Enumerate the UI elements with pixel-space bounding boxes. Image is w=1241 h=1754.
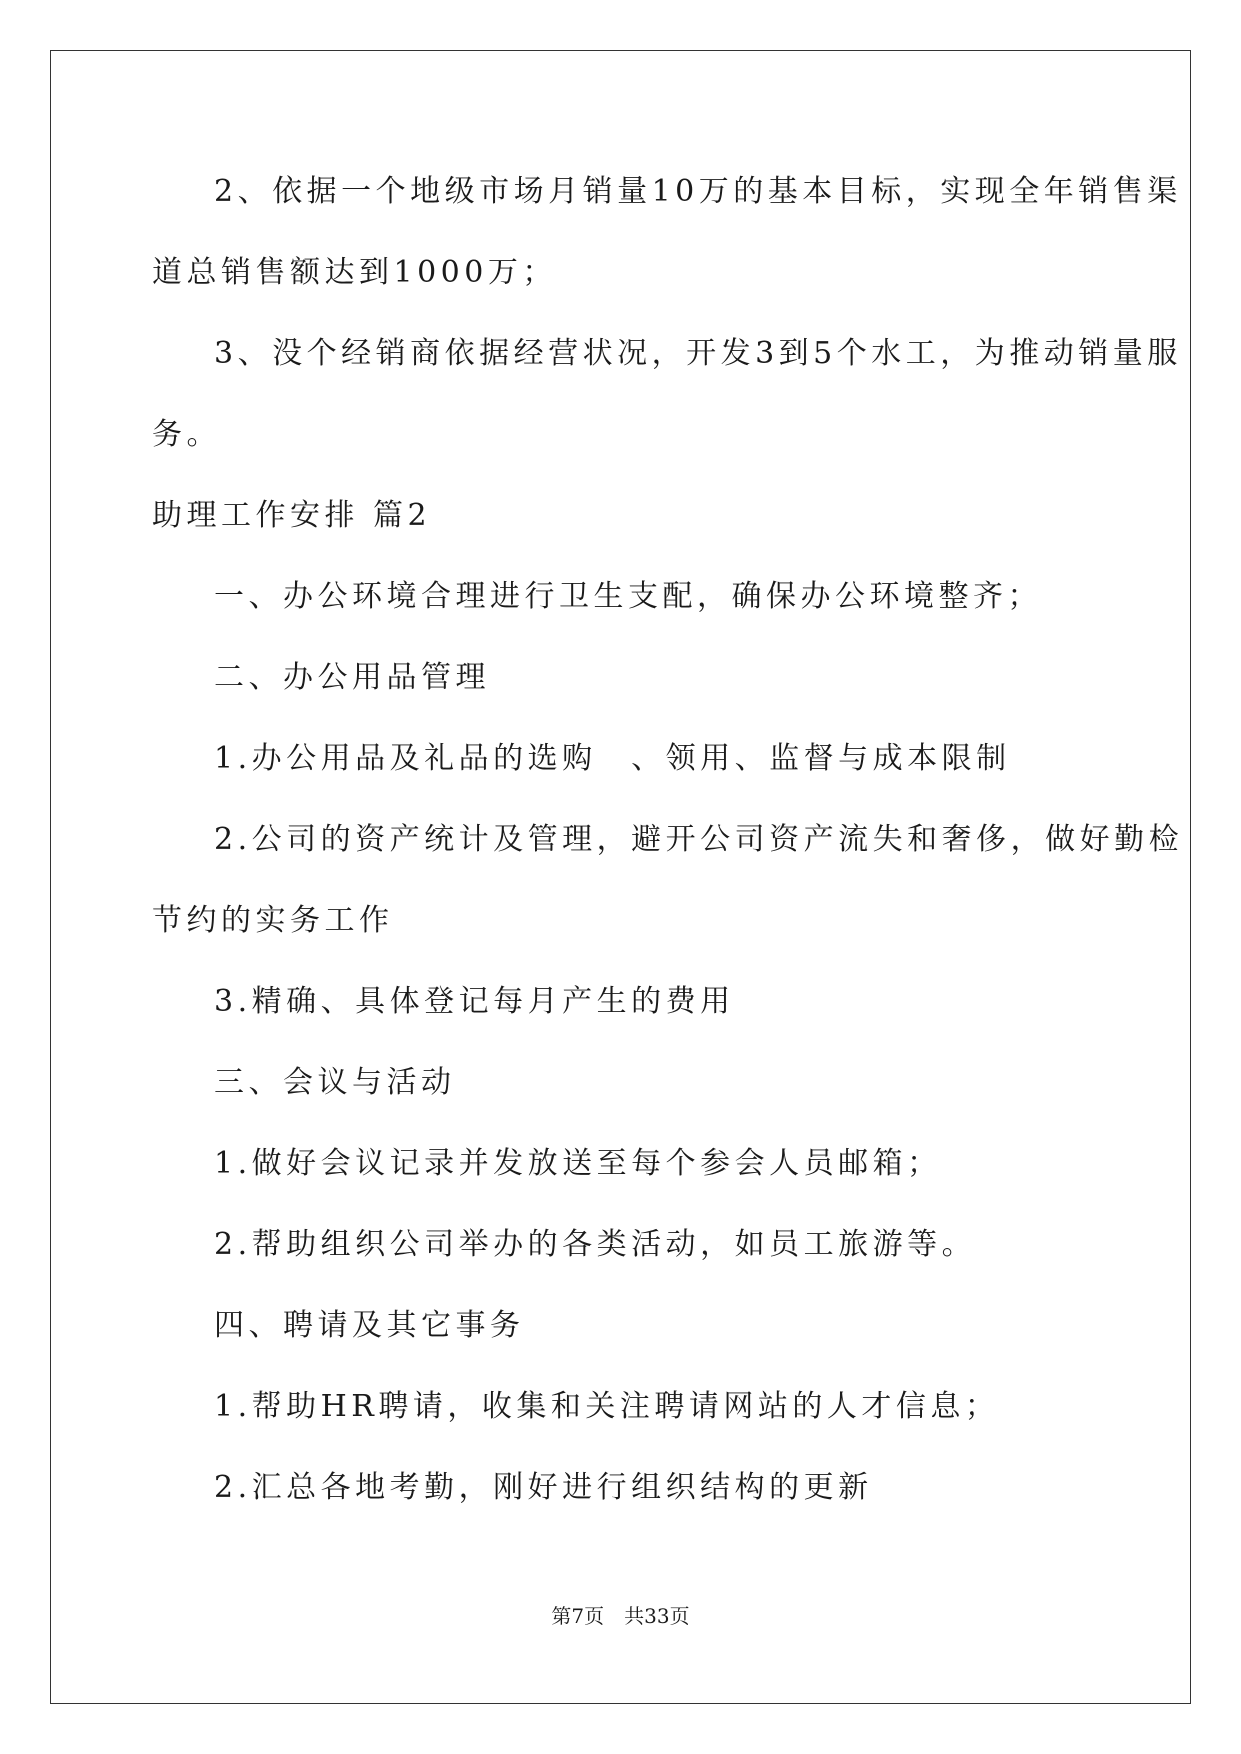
paragraph-line: 一、办公环境合理进行卫生支配，确保办公环境整齐； [214, 579, 1042, 614]
page-border [50, 50, 1191, 1704]
paragraph-line: 3、没个经销商依据经营状况，开发3到5个水工，为推动销量服 [214, 336, 1182, 371]
paragraph-line: 3.精确、具体登记每月产生的费用 [214, 984, 735, 1019]
page-footer [0, 1602, 1241, 1630]
paragraph-line: 2.汇总各地考勤，刚好进行组织结构的更新 [214, 1470, 873, 1505]
paragraph-line: 二、办公用品管理 [214, 660, 490, 695]
paragraph-line: 1.帮助HR聘请，收集和关注聘请网站的人才信息； [214, 1389, 1000, 1424]
section-heading: 助理工作安排 篇2 [152, 498, 432, 533]
paragraph-line: 节约的实务工作 [152, 903, 394, 938]
paragraph-line: 务。 [152, 417, 221, 452]
paragraph-line: 2.公司的资产统计及管理，避开公司资产流失和奢侈，做好勤检 [214, 822, 1184, 857]
paragraph-line: 2、依据一个地级市场月销量10万的基本目标，实现全年销售渠 [214, 174, 1182, 209]
paragraph-line: 道总销售额达到1000万； [152, 255, 557, 290]
paragraph-line: 1.做好会议记录并发放送至每个参会人员邮箱； [214, 1146, 942, 1181]
page-number-label: 第7页 共33页 [551, 1604, 690, 1628]
paragraph-line: 三、会议与活动 [214, 1065, 456, 1100]
paragraph-line: 1.办公用品及礼品的选购 、领用、监督与成本限制 [214, 741, 1011, 776]
paragraph-line: 四、聘请及其它事务 [214, 1308, 525, 1343]
paragraph-line: 2.帮助组织公司举办的各类活动，如员工旅游等。 [214, 1227, 977, 1262]
